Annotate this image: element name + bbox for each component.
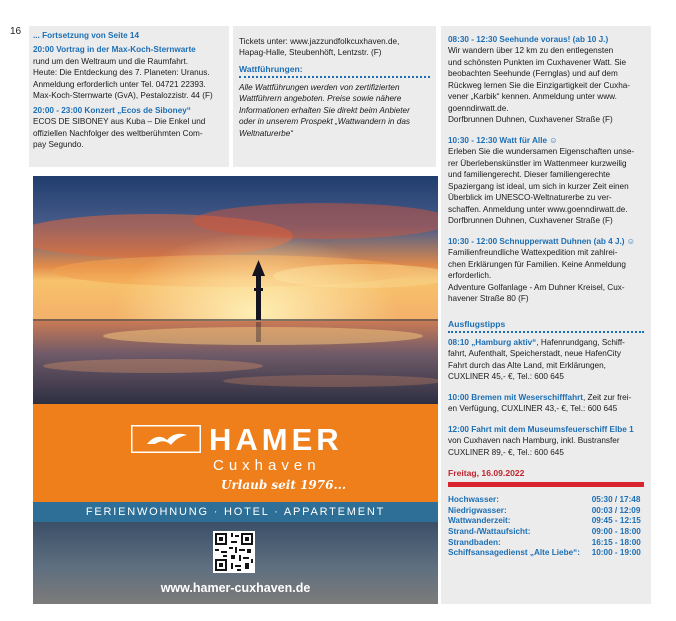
events-column-middle xyxy=(233,26,436,167)
event-line: offiziellen Nachfolger des weltberühmten Com- xyxy=(33,128,203,138)
watt-heading: Wattführungen: xyxy=(239,63,430,78)
brand-name: HAMER xyxy=(209,422,343,457)
trip-title: 08:10 „Hamburg aktiv“ xyxy=(448,337,537,347)
tide-label: Strandbaden: xyxy=(448,537,501,547)
trip-line: Fahrt durch das Alte Land, mit Erklärungen, xyxy=(448,360,606,370)
trip-line: fahrt, Aufenthalt, Speicherstadt, neue HafenCity xyxy=(448,349,621,359)
trip-line: von Cuxhaven nach Hamburg, inkl. Bustransfer xyxy=(448,436,620,446)
event-title: 20:00 Vortrag in der Max-Koch-Sternwarte xyxy=(33,45,196,55)
trip-line: en Verfügung, CUXLINER 43,- €, Tel.: 600 645 xyxy=(448,404,618,414)
watt-text-line: Alle Wattführungen werden von zertifizierten xyxy=(239,83,400,92)
event-line: schaffen. Anmeldung unter www.goenndirwatt.de. xyxy=(448,204,628,214)
event-line: Überblick im UNESCO-Weltnaturerbe zu ver- xyxy=(448,193,612,203)
event-title: 08:30 - 12:30 Seehunde voraus! (ab 10 J.) xyxy=(448,35,609,44)
table-row xyxy=(448,527,644,538)
events-column-left xyxy=(29,26,229,167)
table-row xyxy=(448,495,644,506)
hamer-advertisement[interactable] xyxy=(33,176,438,604)
event-line: Max-Koch-Sternwarte (GvA), Pestalozzistr. 44 (F) xyxy=(33,91,213,101)
trip-title: 12:00 Fahrt mit dem Museumsfeuerschiff Elbe 1 xyxy=(448,424,634,434)
trip-line: CUXLINER 45,- €, Tel.: 600 645 xyxy=(448,372,564,382)
page-number: 16 xyxy=(10,26,22,37)
tide-label: Wattwanderzeit: xyxy=(448,516,511,526)
event-line: Spaziergang ist ideal, um sich in kurzer Zeit einen xyxy=(448,181,629,191)
sunset-beach-photo xyxy=(33,176,438,404)
event-line: pay Segundo. xyxy=(33,140,84,150)
event-title: 10:30 - 12:00 Schnupperwatt Duhnen (ab 4 J.) ☺ xyxy=(448,236,636,246)
tide-table xyxy=(448,495,644,559)
tide-value: 09:45 - 12:15 xyxy=(591,516,641,526)
event-item xyxy=(448,135,644,227)
event-line: und schönsten Punkten im Cuxhavener Watt. Sie xyxy=(448,57,627,67)
event-line: erforderlich. xyxy=(448,271,492,281)
table-row xyxy=(448,506,644,517)
event-line: Dorfbrunnen Duhnen, Cuxhavener Straße (F) xyxy=(448,115,613,125)
offer-stripe: FERIENWOHNUNG · HOTEL · APPARTEMENT xyxy=(33,502,438,522)
trip-line: , Hafenrundgang, Schiff- xyxy=(536,337,625,347)
brand-city: Cuxhaven xyxy=(213,457,321,474)
continued-label: ... Fortsetzung von Seite 14 xyxy=(33,31,140,40)
event-line: rer Überlebenskünstler im Wattenmeer kurzweilig xyxy=(448,158,627,168)
event-line: vener „Karbik“ kennen. Anmeldung unter www. xyxy=(448,92,617,102)
watt-text-line: Wattführern angeboten. Preise sowie nähere xyxy=(239,94,402,104)
trip-title: 10:00 Bremen mit Weserschifffahrt xyxy=(448,392,583,402)
trip-line: , Zeit zur frei- xyxy=(583,392,632,402)
qr-code-icon xyxy=(213,531,255,573)
tide-value: 09:00 - 18:00 xyxy=(591,527,641,537)
hamer-logo-icon xyxy=(131,425,201,453)
tide-value: 00:03 / 12:09 xyxy=(591,505,641,515)
event-line: Heute: Die Entdeckung des 7. Planeten: Uranus. xyxy=(33,68,210,78)
website-link[interactable]: www.hamer-cuxhaven.de xyxy=(160,581,311,595)
trip-item xyxy=(448,392,644,415)
watt-text-line: oder in unserem Prospekt „Wattwandern in das xyxy=(239,117,410,127)
event-line: chen Erklärungen für Familien. Keine Anmeldung xyxy=(448,259,626,269)
tickets-line: Hapag-Halle, Steubenhöft, Lentzstr. (F) xyxy=(239,48,382,58)
watt-text-line: Informationen erhalten Sie direkt beim Anbieter xyxy=(239,105,410,115)
event-line: Anmeldung erforderlich unter Tel. 04721 22393. xyxy=(33,79,206,89)
tide-label: Hochwasser: xyxy=(448,495,499,505)
event-title: 20:00 - 23:00 Konzert „Ecos de Siboney“ xyxy=(33,105,191,115)
event-line: Dorfbrunnen Duhnen, Cuxhavener Straße (F) xyxy=(448,216,613,226)
event-line: beobachten Seehunde (Fernglas) und auf dem xyxy=(448,69,618,79)
event-item xyxy=(448,236,644,305)
tide-value: 10:00 - 19:00 xyxy=(591,548,641,558)
event-line: Adventure Golfanlage - Am Duhner Kreisel, Cux- xyxy=(448,282,625,292)
tide-value: 05:30 / 17:48 xyxy=(591,495,641,505)
tide-label: Schiffsansagedienst „Alte Liebe“: xyxy=(448,548,580,558)
event-line: rund um den Weltraum und die Raumfahrt. xyxy=(33,56,189,66)
trip-item xyxy=(448,424,644,458)
day-heading: Freitag, 16.09.2022 xyxy=(448,467,644,487)
table-row xyxy=(448,548,644,559)
event-item xyxy=(448,34,644,126)
event-line: ECOS DE SIBONEY aus Kuba – Die Enkel und xyxy=(33,117,206,127)
event-title: 10:30 - 12:30 Watt für Alle ☺ xyxy=(448,135,558,145)
trip-item xyxy=(448,337,644,383)
table-row xyxy=(448,538,644,549)
events-column-right xyxy=(441,26,651,604)
event-line: Wir wandern über 12 km zu den entlegensten xyxy=(448,46,614,56)
tide-value: 16:15 - 18:00 xyxy=(591,537,641,547)
trips-heading: Ausflugstipps xyxy=(448,318,644,333)
tickets-line: Tickets unter: www.jazzundfolkcuxhaven.de, xyxy=(239,37,400,46)
watt-text-line: Weltnaturerbe“ xyxy=(239,128,294,138)
event-line: Erleben Sie die wundersamen Eigenschaften unse- xyxy=(448,147,635,157)
event-line: goenndirwatt.de. xyxy=(448,103,509,113)
event-line: Rückweg lernen Sie die Einzigartigkeit der Cuxha- xyxy=(448,80,631,90)
event-line: havener Straße 80 (F) xyxy=(448,294,529,304)
tide-label: Strand-/Wattaufsicht: xyxy=(448,527,531,537)
tide-label: Niedrigwasser: xyxy=(448,505,507,515)
brand-slogan: Urlaub seit 1976... xyxy=(221,478,347,492)
event-line: und familiengerecht. Dieser familiengerechte xyxy=(448,170,611,180)
trip-line: CUXLINER 89,- €, Tel.: 600 645 xyxy=(448,447,564,457)
event-line: Familienfreundliche Wattexpedition mit zahlrei- xyxy=(448,248,618,258)
table-row xyxy=(448,516,644,527)
